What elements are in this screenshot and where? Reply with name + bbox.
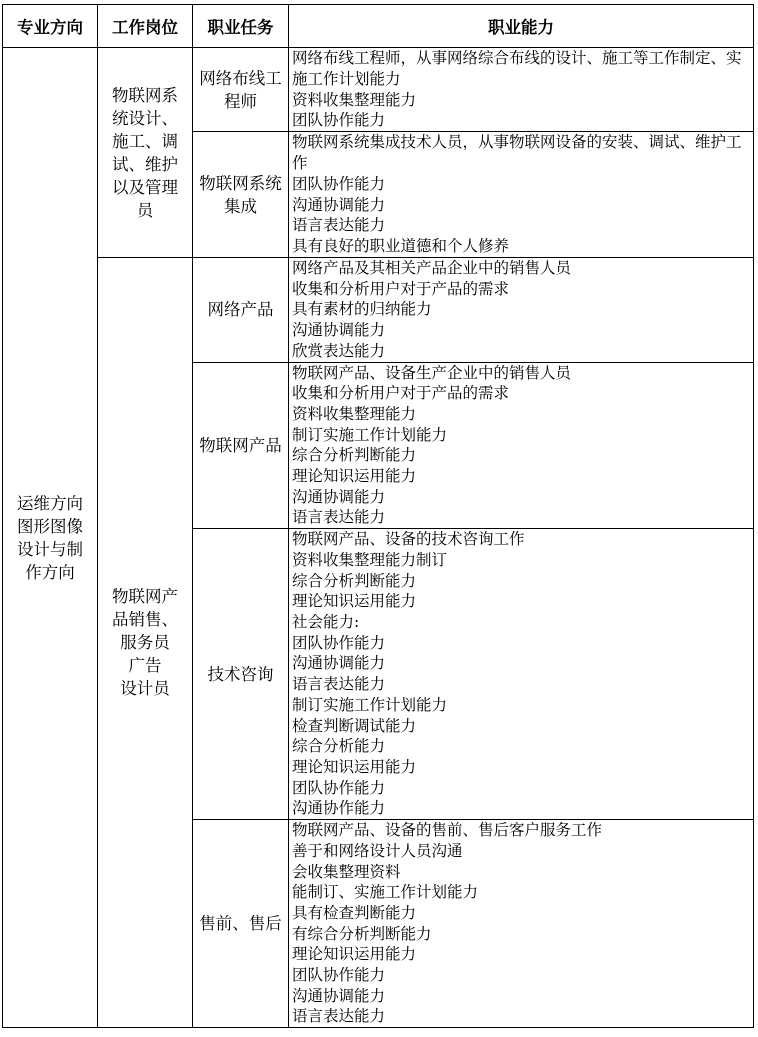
task-cell <box>193 132 289 258</box>
header-task: 职业任务 <box>193 5 289 48</box>
header-row <box>3 5 754 48</box>
task-text: 物联网系统集成 <box>199 173 282 216</box>
position-cell <box>98 48 193 258</box>
position-text: 物联网系统设计、施工、调试、维护以及管理员 <box>112 85 178 220</box>
ability-line: 物联网产品、设备生产企业中的销售人员 <box>292 363 572 382</box>
ability-line: 具有素材的归纳能力 <box>292 300 432 319</box>
position-line: 广告 <box>128 656 162 676</box>
ability-cell <box>289 258 754 363</box>
ability-line: 团队协作能力 <box>292 966 386 985</box>
ability-cell <box>289 132 754 258</box>
task-text: 网络布线工程师 <box>199 68 282 111</box>
career-table <box>2 4 754 1028</box>
ability-line: 理论知识运用能力 <box>292 592 417 611</box>
ability-line: 理论知识运用能力 <box>292 945 417 964</box>
ability-line: 语言表达能力 <box>292 508 386 527</box>
direction-cell <box>3 48 98 1028</box>
ability-line: 语言表达能力 <box>292 675 386 694</box>
ability-line: 理论知识运用能力 <box>292 467 417 486</box>
ability-line: 团队协作能力 <box>292 778 386 797</box>
ability-line: 综合分析判断能力 <box>292 571 417 590</box>
ability-line: 团队协作能力 <box>292 174 386 193</box>
ability-cell <box>289 820 754 1028</box>
task-cell <box>193 362 289 529</box>
ability-line: 制订实施工作计划能力 <box>292 425 448 444</box>
header-position: 工作岗位 <box>98 5 193 48</box>
table-row <box>3 258 754 363</box>
task-text: 网络产品 <box>207 300 274 320</box>
ability-line: 综合分析能力 <box>292 737 386 756</box>
ability-line: 能制订、实施工作计划能力 <box>292 883 479 902</box>
position-line: 设计员 <box>120 679 170 699</box>
header-direction: 专业方向 <box>3 5 98 48</box>
ability-line: 资料收集整理能力 <box>292 90 417 109</box>
ability-line: 网络产品及其相关产品企业中的销售人员 <box>292 259 572 277</box>
ability-line: 综合分析判断能力 <box>292 446 417 465</box>
ability-line: 团队协作能力 <box>292 111 386 130</box>
task-cell <box>193 529 289 820</box>
ability-line: 有综合分析判断能力 <box>292 924 432 943</box>
ability-line: 沟通协调能力 <box>292 321 386 340</box>
ability-line: 语言表达能力 <box>292 216 386 235</box>
ability-line: 沟通协调能力 <box>292 654 386 673</box>
task-cell <box>193 258 289 363</box>
ability-line: 会收集整理资料 <box>292 862 401 881</box>
ability-line: 制订实施工作计划能力 <box>292 695 448 714</box>
ability-line: 收集和分析用户对于产品的需求 <box>292 384 510 403</box>
table-row <box>3 48 754 132</box>
ability-line: 沟通协调能力 <box>292 195 386 214</box>
ability-line: 物联网产品、设备的售前、售后客户服务工作 <box>292 821 603 840</box>
ability-line: 语言表达能力 <box>292 1007 386 1026</box>
ability-line: 网络布线工程师，从事网络综合布线的设计、施工等工作制定、实施工作计划能力 <box>292 49 742 88</box>
ability-line: 欣赏表达能力 <box>292 341 386 360</box>
ability-cell <box>289 48 754 132</box>
header-ability: 职业能力 <box>289 5 754 48</box>
position-line: 物联网产品销售、服务员 <box>112 587 178 653</box>
ability-line: 具有检查判断能力 <box>292 903 417 922</box>
ability-line: 资料收集整理能力 <box>292 404 417 423</box>
ability-line: 社会能力: <box>292 613 360 632</box>
ability-line: 资料收集整理能力制订 <box>292 550 448 569</box>
task-cell <box>193 48 289 132</box>
task-text: 物联网产品 <box>199 435 282 455</box>
ability-line: 物联网系统集成技术人员，从事物联网设备的安装、调试、维护工作 <box>292 133 742 173</box>
ability-line: 善于和网络设计人员沟通 <box>292 841 463 860</box>
ability-line: 团队协作能力 <box>292 633 386 652</box>
direction-text: 运维方向图形图像设计与制作方向 <box>17 493 83 582</box>
ability-line: 理论知识运用能力 <box>292 757 417 776</box>
ability-line: 沟通协调能力 <box>292 487 386 506</box>
ability-line: 检查判断调试能力 <box>292 716 417 735</box>
task-text: 技术咨询 <box>207 664 274 684</box>
ability-line: 沟通协作能力 <box>292 799 386 818</box>
ability-cell <box>289 529 754 820</box>
task-text: 售前、售后 <box>199 914 282 934</box>
ability-line: 物联网产品、设备的技术咨询工作 <box>292 530 525 549</box>
ability-line: 沟通协调能力 <box>292 986 386 1005</box>
ability-line: 收集和分析用户对于产品的需求 <box>292 279 510 298</box>
ability-cell <box>289 362 754 529</box>
position-text <box>98 585 192 700</box>
ability-line: 具有良好的职业道德和个人修养 <box>292 236 510 255</box>
position-cell <box>98 258 193 1028</box>
task-cell <box>193 820 289 1028</box>
